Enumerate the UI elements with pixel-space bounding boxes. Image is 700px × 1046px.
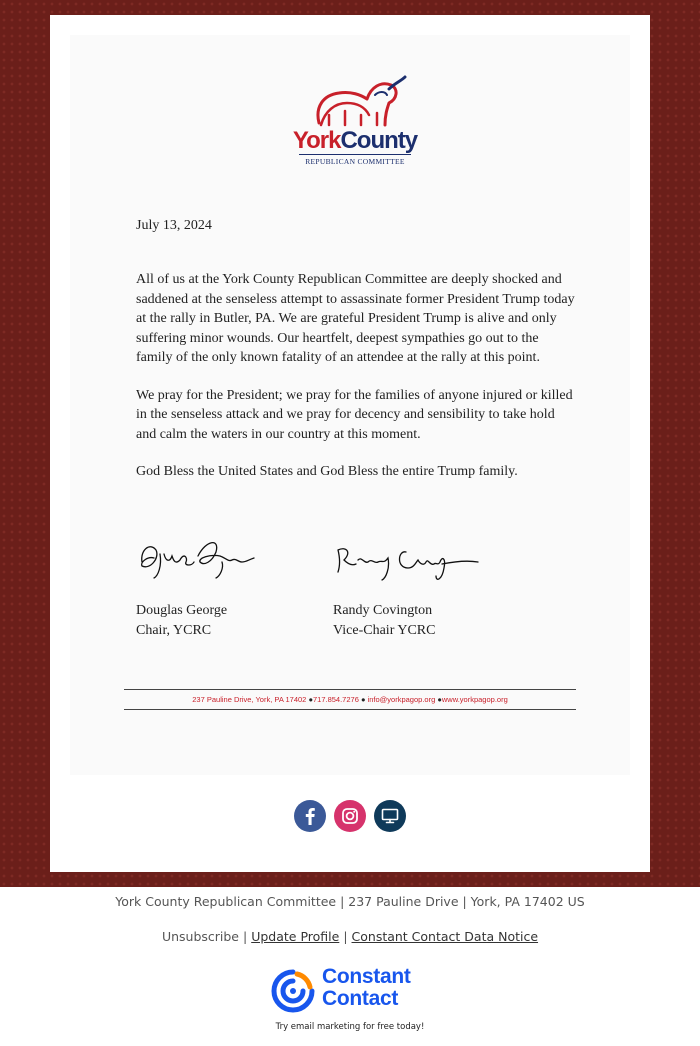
footer-address: 237 Pauline Drive, York, PA 17402 [192, 695, 307, 704]
constant-contact-wordmark: Constant Contact [322, 965, 411, 1010]
letter-image [70, 35, 630, 775]
email-card [50, 15, 650, 872]
signer-2-name: Randy Covington [333, 603, 433, 618]
logo-subtitle: REPUBLICAN COMMITTEE [285, 157, 425, 166]
footer-email: info@yorkpagop.org [367, 695, 436, 704]
letter-body [136, 270, 576, 500]
facebook-icon [294, 800, 326, 832]
data-notice-link[interactable]: Constant Contact Data Notice [351, 929, 539, 944]
website-link[interactable] [374, 800, 406, 832]
email-footer-links [0, 929, 700, 944]
instagram-icon [334, 800, 366, 832]
constant-contact-logo[interactable] [270, 966, 435, 1018]
letter-footer-contact: 237 Pauline Drive, York, PA 17402 ●717.854.7276 ● info@yorkpagop.org ●www.yorkpagop.org [192, 695, 508, 704]
paragraph-3: God Bless the United States and God Bless the entire Trump family. [136, 464, 518, 479]
update-profile-link[interactable]: Update Profile [251, 929, 340, 944]
elephant-icon [285, 75, 425, 131]
signer-2 [333, 601, 435, 641]
signer-1-title: Chair, YCRC [136, 623, 212, 638]
signature-douglas-george [136, 532, 266, 582]
footer-website: www.yorkpagop.org [441, 695, 508, 704]
paragraph-2: We pray for the President; we pray for the families of anyone injured or killed in the senseless attack and we pray for decency and sensibility to take hold and calm the waters in our country at this moment. [136, 387, 573, 442]
email-footer-address: York County Republican Committee | 237 Pauline Drive | York, PA 17402 US [115, 894, 585, 909]
york-county-logo [285, 75, 425, 171]
link-separator: | [343, 929, 348, 944]
signer-2-title: Vice-Chair YCRC [333, 623, 436, 638]
paragraph-1: All of us at the York County Republican Committee are deeply shocked and saddened at the senseless attempt to assassinate former President Trump today at the rally in Butler, PA. We are grateful President Trump is alive and only suffering minor wounds. Our heartfelt, deepest sympathies go out to the family of the only known fatality of an attendee at the rally at this point. [136, 272, 575, 365]
signer-1 [136, 601, 227, 641]
footer-phone: 717.854.7276 [312, 695, 359, 704]
letter-footer-rule-bottom [124, 709, 576, 710]
signature-randy-covington [332, 538, 482, 588]
link-separator: | [243, 929, 248, 944]
constant-contact-tagline: Try email marketing for free today! [275, 1022, 425, 1032]
website-icon [374, 800, 406, 832]
letter-footer-rule-top [124, 689, 576, 690]
logo-wordmark: YorkCounty [292, 127, 418, 154]
instagram-link[interactable] [334, 800, 366, 832]
unsubscribe-link[interactable]: Unsubscribe [161, 929, 240, 944]
constant-contact-icon [270, 968, 316, 1014]
letter-date: July 13, 2024 [136, 218, 212, 233]
facebook-link[interactable] [294, 800, 326, 832]
signer-1-name: Douglas George [136, 603, 228, 618]
